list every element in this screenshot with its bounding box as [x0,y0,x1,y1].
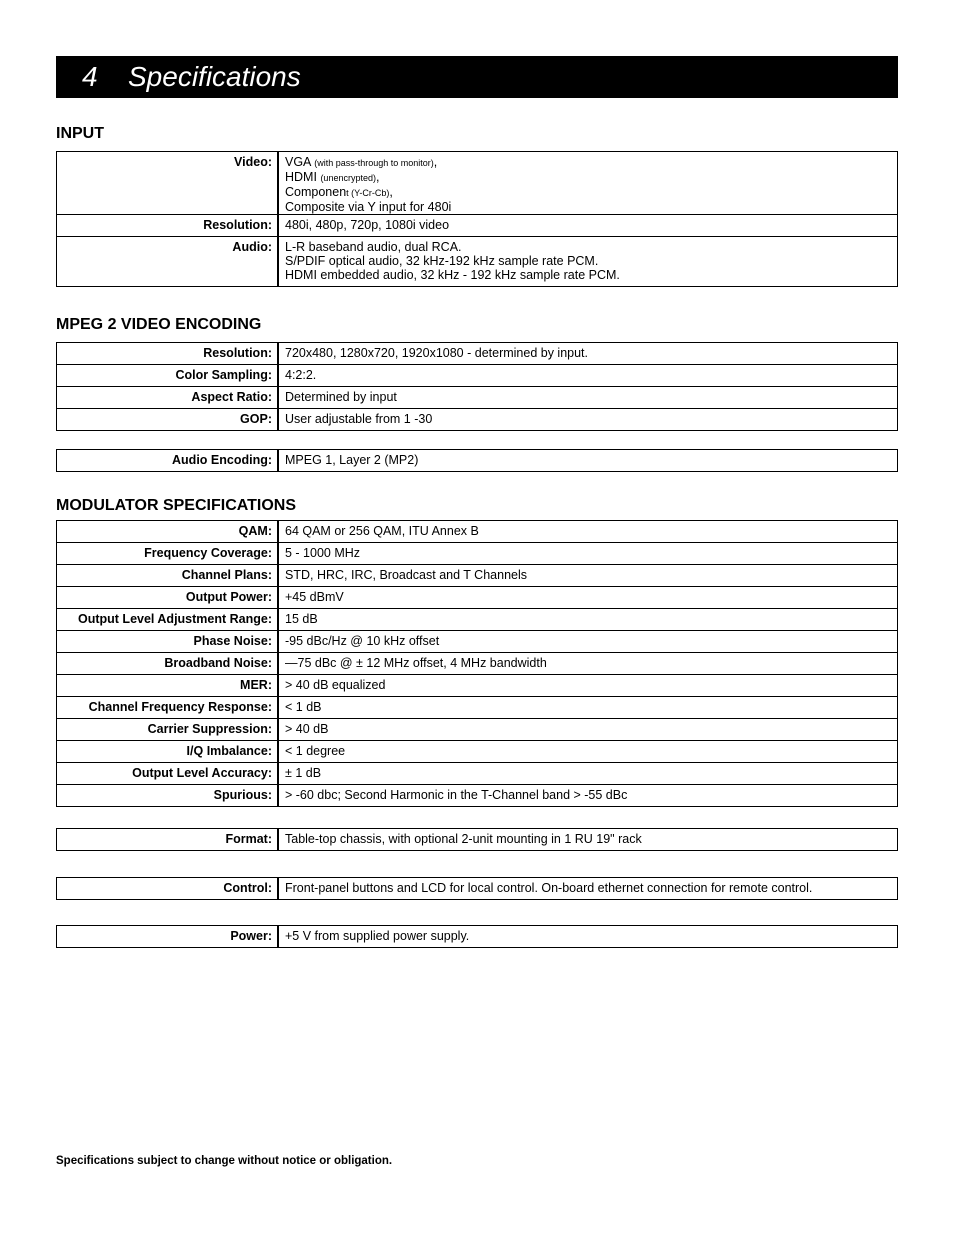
spec-value: -95 dBc/Hz @ 10 kHz offset [278,631,898,653]
spec-label: Output Level Adjustment Range: [57,609,279,631]
power-value: +5 V from supplied power supply. [278,926,898,948]
spec-label: Phase Noise: [57,631,279,653]
audio-label: Audio: [57,237,279,287]
table-row [57,387,898,409]
table-row [57,521,898,543]
table-row [57,763,898,785]
spec-value: 64 QAM or 256 QAM, ITU Annex B [278,521,898,543]
table-row [57,543,898,565]
table-row [57,878,898,900]
spec-value: < 1 degree [278,741,898,763]
video-label: Video: [57,152,279,215]
format-label: Format: [57,829,279,851]
table-row [57,237,898,287]
video-line: Composite via Y input for 480i [285,200,452,214]
audio-encoding-value: MPEG 1, Layer 2 (MP2) [278,450,898,472]
spec-label: Output Level Accuracy: [57,763,279,785]
spec-label: Broadband Noise: [57,653,279,675]
spec-label: Channel Plans: [57,565,279,587]
audio-line: HDMI embedded audio, 32 kHz - 192 kHz sample rate PCM. [285,268,620,282]
video-line: VGA (with pass-through to monitor), [285,155,438,169]
spec-label: Frequency Coverage: [57,543,279,565]
spec-label: Channel Frequency Response: [57,697,279,719]
audio-encoding-label: Audio Encoding: [57,450,279,472]
spec-label: Color Sampling: [57,365,279,387]
table-row [57,829,898,851]
table-row [57,719,898,741]
modulator-heading: MODULATOR SPECIFICATIONS [56,497,296,514]
spec-value: > 40 dB [278,719,898,741]
control-label: Control: [57,878,279,900]
table-row [57,697,898,719]
spec-label: Aspect Ratio: [57,387,279,409]
power-table [56,925,898,948]
spec-value: STD, HRC, IRC, Broadcast and T Channels [278,565,898,587]
mpeg-heading: MPEG 2 VIDEO ENCODING [56,316,262,333]
control-table [56,877,898,900]
table-row [57,609,898,631]
spec-value: ± 1 dB [278,763,898,785]
chapter-number: 4 [82,61,98,92]
spec-label: Spurious: [57,785,279,807]
input-heading: INPUT [56,125,104,142]
spec-label: Output Power: [57,587,279,609]
footer-note: Specifications subject to change without notice or obligation. [56,1155,393,1167]
table-row [57,152,898,215]
chapter-title: Specifications [128,61,301,92]
mpeg-table [56,342,898,431]
spec-label: MER: [57,675,279,697]
spec-label: QAM: [57,521,279,543]
table-row [57,631,898,653]
table-row [57,365,898,387]
spec-value: 4:2:2. [278,365,898,387]
spec-value: > 40 dB equalized [278,675,898,697]
spec-value: Determined by input [278,387,898,409]
video-line: HDMI (unencrypted), [285,170,380,184]
table-row [57,926,898,948]
table-row [57,587,898,609]
table-row [57,215,898,237]
spec-value: > -60 dbc; Second Harmonic in the T-Channel band > -55 dBc [278,785,898,807]
spec-value: 15 dB [278,609,898,631]
spec-label: GOP: [57,409,279,431]
control-value: Front-panel buttons and LCD for local control. On-board ethernet connection for remote control. [278,878,898,900]
table-row [57,409,898,431]
spec-value: 5 - 1000 MHz [278,543,898,565]
format-table [56,828,898,851]
table-row [57,785,898,807]
audio-value [278,237,898,287]
spec-value: < 1 dB [278,697,898,719]
spec-label: I/Q Imbalance: [57,741,279,763]
spec-value: 720x480, 1280x720, 1920x1080 - determined by input. [278,343,898,365]
spec-value: —75 dBc @ ± 12 MHz offset, 4 MHz bandwidth [278,653,898,675]
chapter-header [56,56,898,98]
input-table [56,151,898,287]
modulator-table [56,520,898,807]
table-row [57,653,898,675]
spec-value: +45 dBmV [278,587,898,609]
audio-line: S/PDIF optical audio, 32 kHz-192 kHz sample rate PCM. [285,254,599,268]
audio-line: L-R baseband audio, dual RCA. [285,240,462,254]
spec-label: Carrier Suppression: [57,719,279,741]
audio-encoding-table [56,449,898,472]
table-row [57,741,898,763]
spec-label: Resolution: [57,343,279,365]
resolution-value: 480i, 480p, 720p, 1080i video [278,215,898,237]
table-row [57,343,898,365]
table-row [57,450,898,472]
format-value: Table-top chassis, with optional 2-unit mounting in 1 RU 19" rack [278,829,898,851]
spec-value: User adjustable from 1 -30 [278,409,898,431]
video-line: Component (Y-Cr-Cb), [285,185,393,199]
video-value [278,152,898,215]
resolution-label: Resolution: [57,215,279,237]
table-row [57,675,898,697]
table-row [57,565,898,587]
power-label: Power: [57,926,279,948]
